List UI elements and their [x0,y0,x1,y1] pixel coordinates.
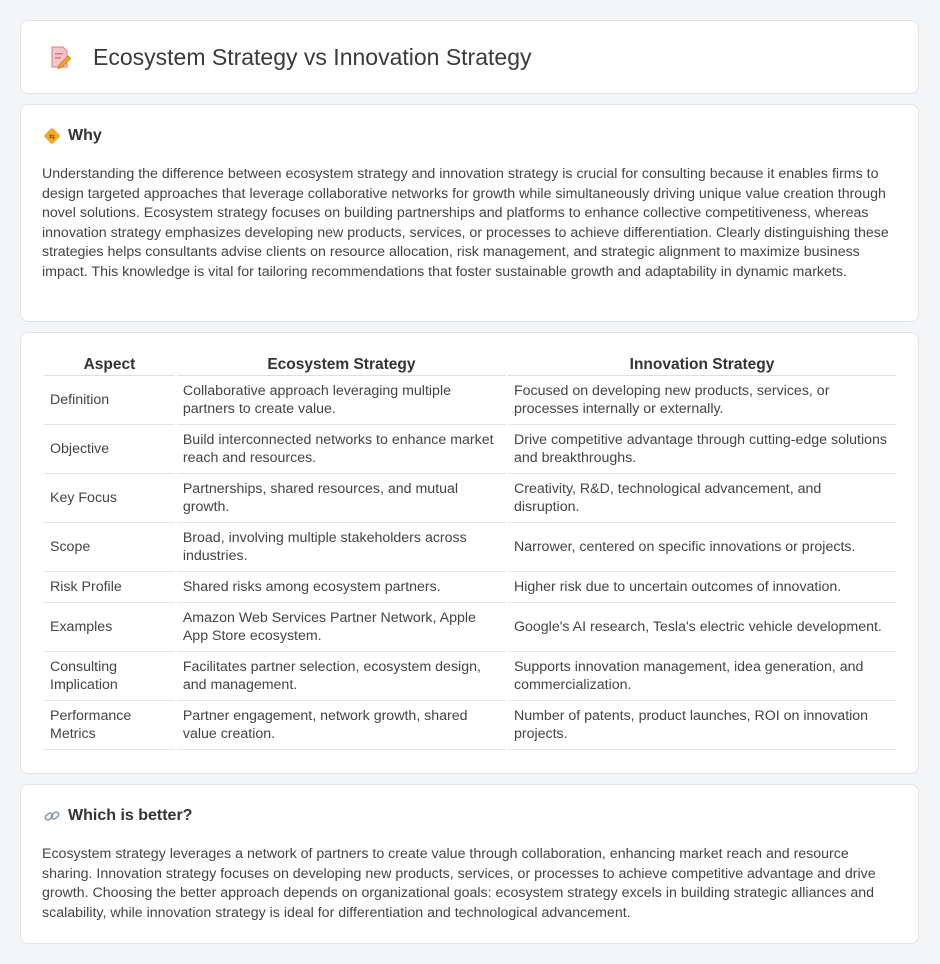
aspect-cell: Consulting Implication [44,652,175,701]
innovation-cell: Narrower, centered on specific innovations or projects. [508,523,896,572]
table-row [44,603,896,652]
table-row [44,376,896,425]
better-body: Ecosystem strategy leverages a network of partners to create value through collaboration, enhancing market reach and resource sharing. Innovation strategy focuses on developing new products, services, or processes to achieve competitive advantage and drive growth. Choosing the better approach depends on organizational goals: ecosystem strategy excels in building strategic alliances and scalability, while innovation strategy is ideal for differentiation and technological advancement. [42,846,876,921]
header-aspect: Aspect [44,354,175,376]
table-row [44,701,896,750]
ecosystem-cell: Broad, involving multiple stakeholders across industries. [177,523,506,572]
header-innovation: Innovation Strategy [508,354,896,376]
innovation-cell: Creativity, R&D, technological advancement, and disruption. [508,474,896,523]
why-title: Why [68,127,102,144]
ecosystem-cell: Partner engagement, network growth, shared value creation. [177,701,506,750]
aspect-cell: Performance Metrics [44,701,175,750]
table-row [44,523,896,572]
comparison-section [20,332,919,774]
table-row [44,425,896,474]
innovation-cell: Number of patents, product launches, ROI on innovation projects. [508,701,896,750]
better-title: Which is better? [68,807,193,824]
aspect-cell: Risk Profile [44,572,175,603]
document-pencil-icon [47,44,73,70]
comparison-table [42,354,898,750]
svg-text:⇆: ⇆ [49,133,55,141]
ecosystem-cell: Build interconnected networks to enhance market reach and resources. [177,425,506,474]
aspect-cell: Objective [44,425,175,474]
why-section [20,104,919,322]
ecosystem-cell: Partnerships, shared resources, and mutual growth. [177,474,506,523]
diamond-sign-icon [43,127,61,145]
better-heading [43,807,192,825]
aspect-cell: Key Focus [44,474,175,523]
innovation-cell: Drive competitive advantage through cutting-edge solutions and breakthroughs. [508,425,896,474]
innovation-cell: Supports innovation management, idea generation, and commercialization. [508,652,896,701]
ecosystem-cell: Amazon Web Services Partner Network, Apple App Store ecosystem. [177,603,506,652]
innovation-cell: Focused on developing new products, services, or processes internally or externally. [508,376,896,425]
table-row [44,572,896,603]
ecosystem-cell: Facilitates partner selection, ecosystem design, and management. [177,652,506,701]
page-title: Ecosystem Strategy vs Innovation Strategy [93,43,532,70]
link-icon [43,807,61,825]
ecosystem-cell: Shared risks among ecosystem partners. [177,572,506,603]
why-heading [43,127,102,145]
aspect-cell: Examples [44,603,175,652]
innovation-cell: Google's AI research, Tesla's electric vehicle development. [508,603,896,652]
aspect-cell: Scope [44,523,175,572]
title-card [20,20,919,94]
innovation-cell: Higher risk due to uncertain outcomes of innovation. [508,572,896,603]
table-header-row [44,354,896,376]
why-body: Understanding the difference between ecosystem strategy and innovation strategy is crucial for consulting because it enables firms to design targeted approaches that leverage collaborative networks for growth while simultaneously driving unique value creation through novel solutions. Ecosystem strategy focuses on building partnerships and platforms to enhance collective competitiveness, whereas innovation strategy emphasizes developing new products, services, or processes to achieve differentiation. Clearly distinguishing these strategies helps consultants advise clients on resource allocation, risk management, and strategic alignment to maximize business impact. This knowledge is vital for tailoring recommendations that foster sustainable growth and adaptability in dynamic markets. [42,166,889,280]
aspect-cell: Definition [44,376,175,425]
header-ecosystem: Ecosystem Strategy [177,354,506,376]
table-row [44,652,896,701]
table-row [44,474,896,523]
ecosystem-cell: Collaborative approach leveraging multiple partners to create value. [177,376,506,425]
which-better-section [20,784,919,944]
